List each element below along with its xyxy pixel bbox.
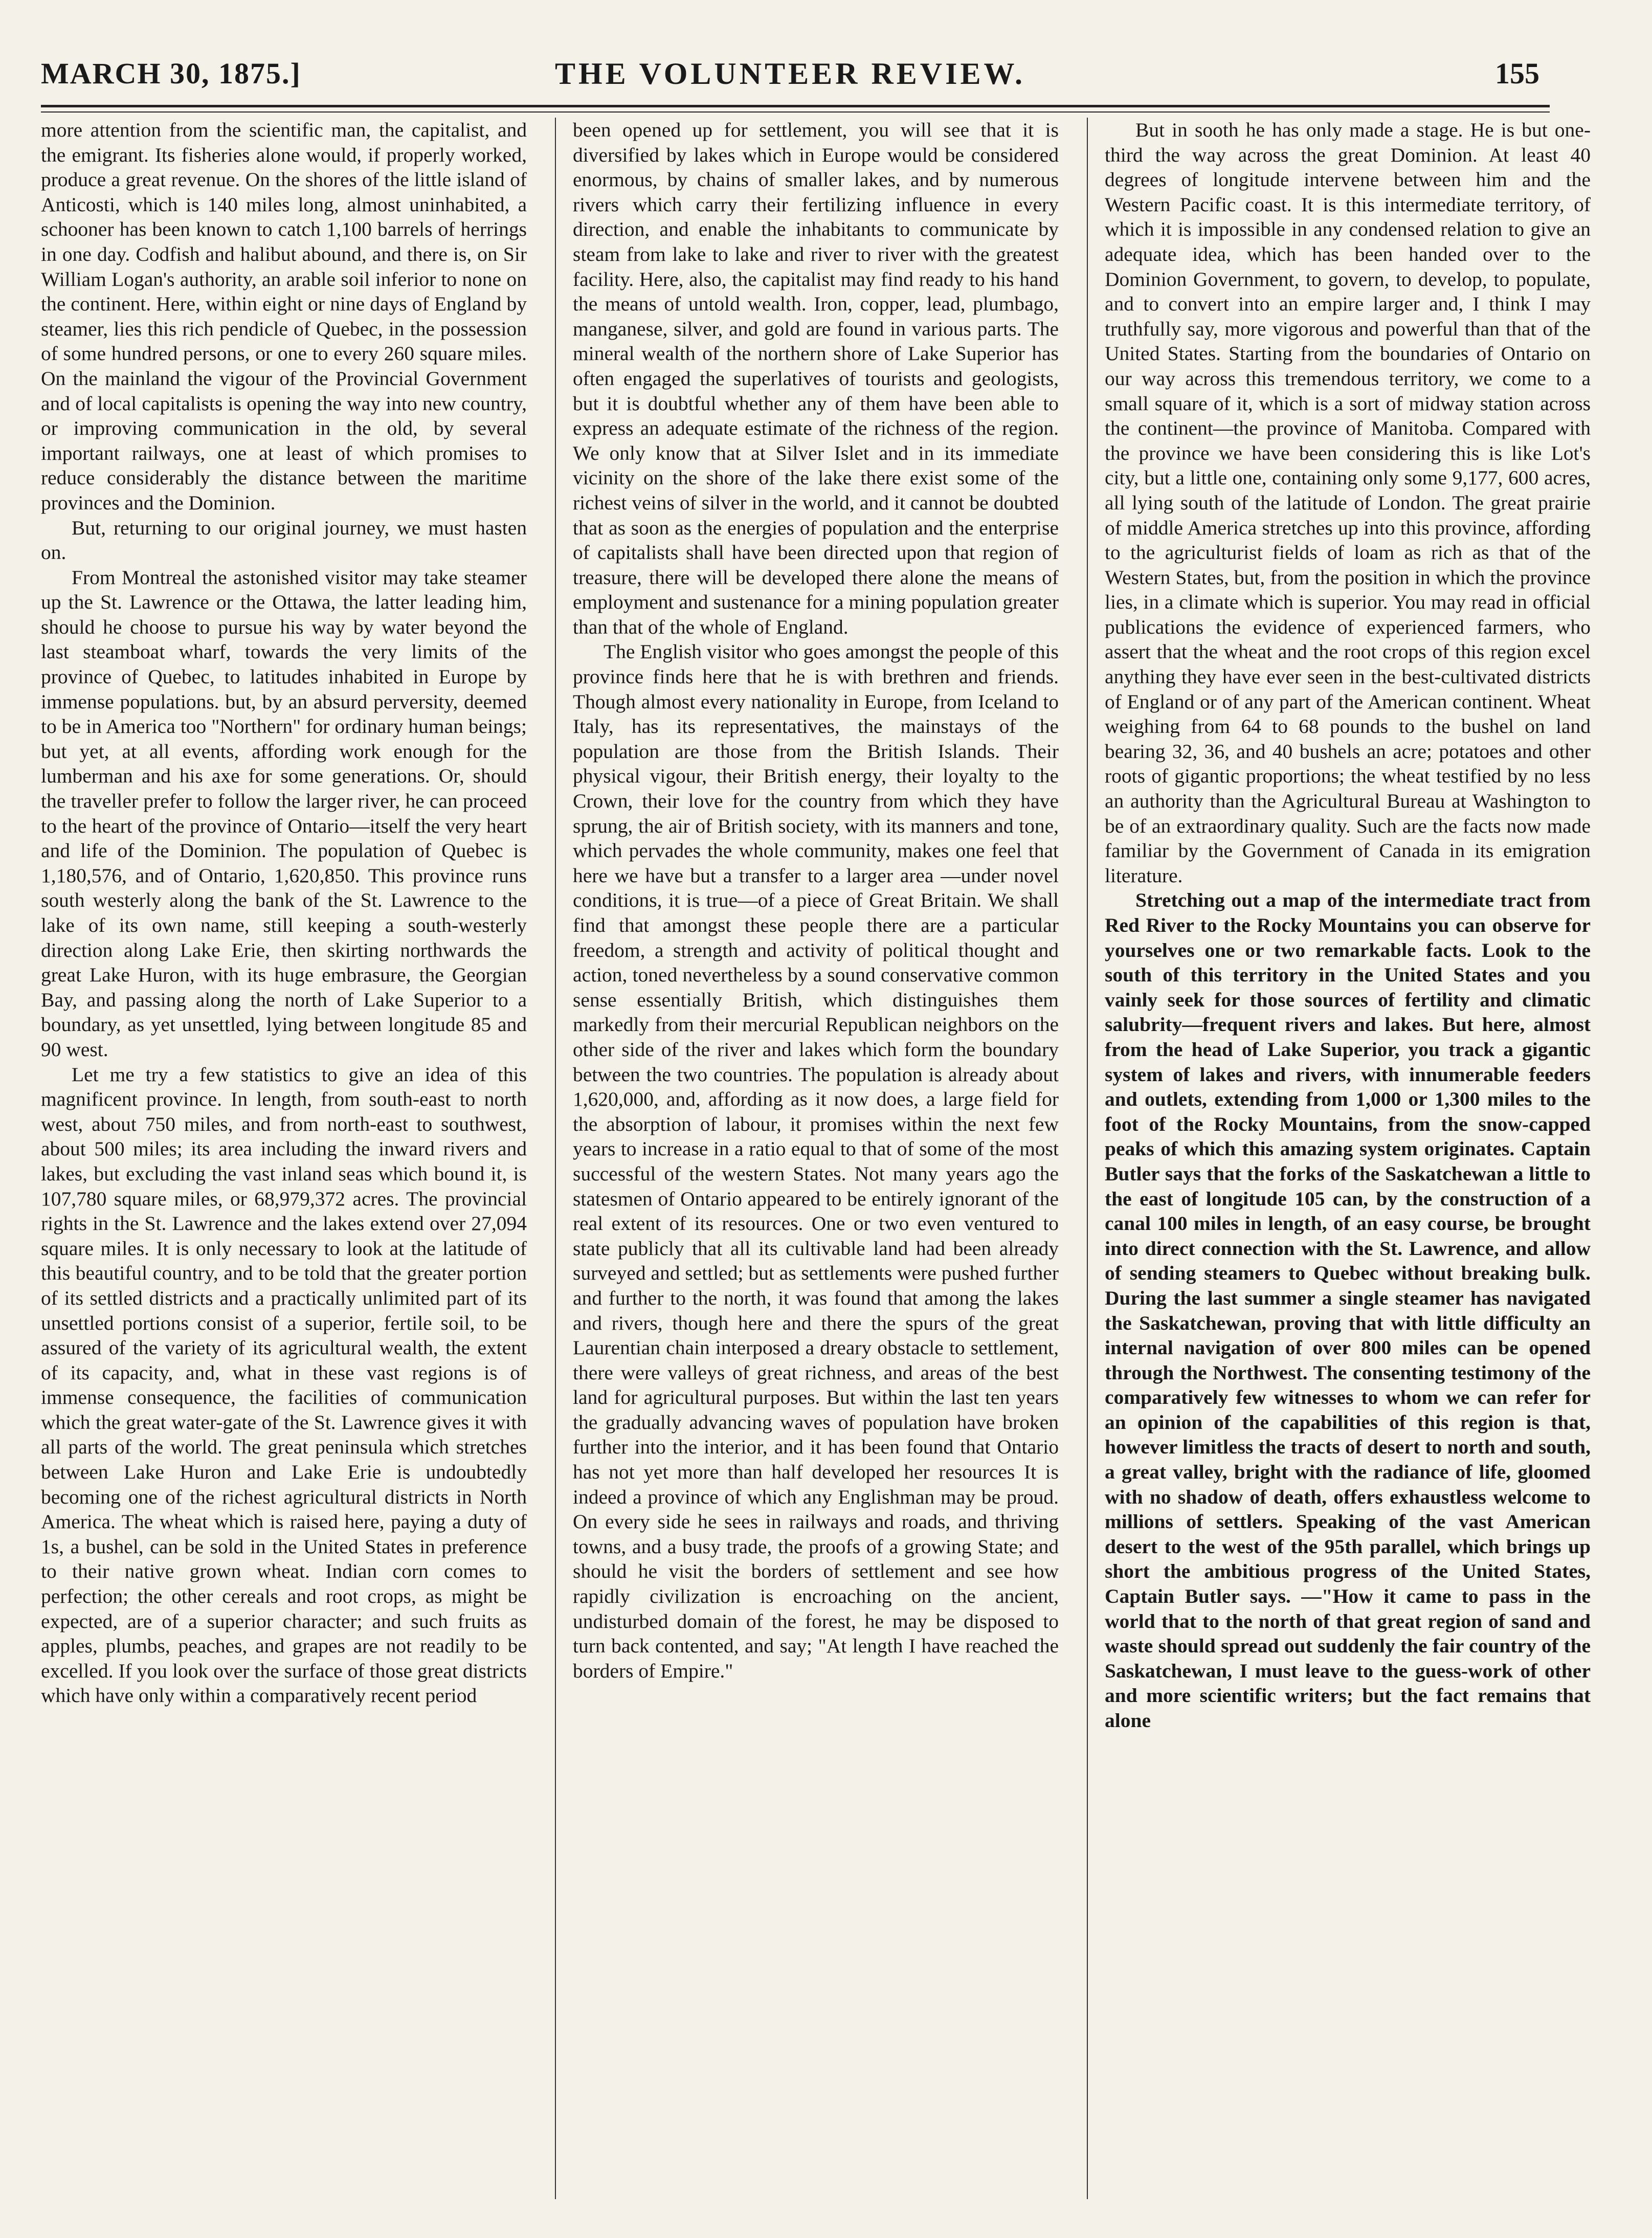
page-header (41, 56, 1539, 102)
page-number: 155 (1495, 57, 1539, 90)
issue-date: MARCH 30, 1875.] (41, 57, 301, 90)
paragraph: Stretching out a map of the intermediate tract from Red River to the Rocky Mountains you can observe for yourselves one or two remarkable facts. Look to the south of this territory in the United States and you vainly seek for those sources of fertility and climatic salubrity—frequent rivers and lakes. But here, almost from the head of Lake Superior, you track a gigantic system of lakes and rivers, with innumerable feeders and outlets, extending from 1,000 or 1,300 miles to the foot of the Rocky Mountains, from the snow-capped peaks of which this amazing system originates. Captain Butler says that the forks of the Saskatchewan a little to the east of longitude 105 can, by the construction of a canal 100 miles in length, of an easy course, be brought into direct connection with the St. Lawrence, and allow of sending steamers to Quebec without breaking bulk. During the last summer a single steamer has navigated the Saskatchewan, proving that with little difficulty an internal navigation of over 800 miles can be opened through the Northwest. The consenting testimony of the comparatively few witnesses to whom we can refer for an opinion of the capabilities of this region is that, however limitless the tracts of desert to north and south, a great valley, bright with the radiance of life, gloomed with no shadow of death, offers exhaustless welcome to millions of settlers. Speaking of the vast American desert to the west of the 95th parallel, which brings up short the ambitious progress of the United States, Captain Butler says. —"How it came to pass in the world that to the north of that great region of sand and waste should spread out suddenly the fair country of the Saskatchewan, I must leave to the guess-work of other and more scientific writers; but the fact remains that alone (1105, 889, 1591, 1732)
paragraph: But, returning to our original journey, we must hasten on. (41, 516, 527, 564)
paragraph: been opened up for settlement, you will see that it is diversified by lakes which in Europe would be considered enormous, by chains of smaller lakes, and by numerous rivers which carry their fertilizing influence in every direction, and enable the inhabitants to communicate by steam from lake to lake and river to river with the greatest facility. Here, also, the capitalist may find ready to his hand the means of untold wealth. Iron, copper, lead, plumbago, manganese, silver, and gold are found in various parts. The mineral wealth of the northern shore of Lake Superior has often engaged the superlatives of tourists and geologists, but it is doubtful whether any of them have been able to express an adequate estimate of the richness of the region. We only know that at Silver Islet and in its immediate vicinity on the shore of the lake there exist some of the richest veins of silver in the world, and it cannot be doubted that as soon as the energies of population and the enterprise of capitalists shall have been directed upon that region of treasure, there will be developed there alone the means of employment and sustenance for a mining population greater than that of the whole of England. (573, 119, 1059, 638)
paragraph: The English visitor who goes amongst the people of this province finds here that he is with brethren and friends. Though almost every nationality in Europe, from Iceland to Italy, has its representatives, the mainstays of the population are those from the British Islands. Their physical vigour, their British energy, their loyalty to the Crown, their love for the country from which they have sprung, the air of British society, with its manners and tone, which pervades the whole community, makes one feel that here we have but a transfer to a larger area —under novel conditions, it is true—of a piece of Great Britain. We shall find that amongst these people there are a particular freedom, a strength and activity of political thought and action, toned nevertheless by a sound conservative common sense essentially British, which distinguishes them markedly from their mercurial Republican neighbors on the other side of the river and lakes which form the boundary between the two countries. The population is already about 1,620,000, and, affording as it now does, a large field for the absorption of labour, it promises within the next few years to increase in a ratio equal to that of some of the most successful of the western States. Not many years ago the statesmen of Ontario appeared to be entirely ignorant of the real extent of its resources. One or two even ventured to state publicly that all its cultivable land had been already surveyed and settled; but as settlements were pushed further and further to the north, it was found that among the lakes and rivers, though here and there the spurs of the great Laurentian chain interposed a dreary obstacle to settlement, there were valleys of great richness, and areas of the best land for agricultural purposes. But within the last ten years the gradually advancing waves of population have broken further into the interior, and it has been found that Ontario has not yet more than half developed her resources It is indeed a province of which any Englishman may be proud. On every side he sees in railways and roads, and thriving towns, and a busy trade, the proofs of a growing State; and should he visit the borders of settlement and see how rapidly civilization is encroaching on the ancient, undisturbed domain of the forest, he may be disposed to turn back contented, and say; "At length I have reached the borders of Empire." (573, 640, 1059, 1682)
header-rule (41, 105, 1550, 113)
paragraph: more attention from the scientific man, the capitalist, and the emigrant. Its fisheries alone would, if properly worked, produce a great revenue. On the shores of the little island of Anticosti, which is 140 miles long, almost uninhabited, a schooner has been known to catch 1,100 barrels of herrings in one day. Codfish and halibut abound, and there is, on Sir William Logan's authority, an arable soil inferior to none on the continent. Here, within eight or nine days of England by steamer, lies this rich pendicle of Quebec, in the possession of some hundred persons, or one to every 260 square miles. On the mainland the vigour of the Provincial Government and of local capitalists is opening the way into new country, or improving communication in the old, by several important railways, one at least of which promises to reduce considerably the distance between the maritime provinces and the Dominion. (41, 119, 527, 514)
text-column-3 (1105, 118, 1591, 2204)
column-divider (1087, 118, 1088, 2199)
paragraph: But in sooth he has only made a stage. He is but one-third the way across the great Dominion. At least 40 degrees of longitude intervene between him and the Western Pacific coast. It is this intermediate territory, of which it is impossible in any condensed relation to give an adequate idea, which has been handed over to the Dominion Government, to govern, to develop, to populate, and to convert into an empire larger and, I think I may truthfully say, more vigorous and powerful than that of the United States. Starting from the boundaries of Ontario on our way across this tremendous territory, we come to a small square of it, which is a sort of midway station across the continent—the province of Manitoba. Compared with the province we have been considering this is like Lot's city, but a little one, containing only some 9,177, 600 acres, all lying south of the latitude of London. The great prairie of middle America stretches up into this province, affording to the agriculturist fields of loam as rich as that of the Western States, but, from the position in which the province lies, in a climate which is superior. You may read in official publications the evidence of experienced farmers, who assert that the wheat and the root crops of this region excel anything they have ever seen in the best-cultivated districts of England or of any part of the American continent. Wheat weighing from 64 to 68 pounds to the bushel on land bearing 32, 36, and 40 bushels an acre; potatoes and other roots of gigantic proportions; the wheat testified by no less an authority than the Agricultural Bureau at Washington to be of an extraordinary quality. Such are the facts now made familiar by the Government of Canada in its emigration literature. (1105, 119, 1591, 887)
paragraph: Let me try a few statistics to give an idea of this magnificent province. In length, from south-east to north west, about 750 miles, and from north-east to southwest, about 500 miles; its area including the inward rivers and lakes, but excluding the vast inland seas which bound it, is 107,780 square miles, or 68,979,372 acres. The provincial rights in the St. Lawrence and the lakes extend over 27,094 square miles. It is only necessary to look at the latitude of this beautiful country, and to be told that the greater portion of its settled districts and a practically unlimited part of its unsettled portions consist of a superior, fertile soil, to be assured of the variety of its agricultural wealth, the extent of its capacity, and, what in these vast regions is of immense consequence, the facilities of communication which the great water-gate of the St. Lawrence gives it with all parts of the world. The great peninsula which stretches between Lake Huron and Lake Erie is undoubtedly becoming one of the richest agricultural districts in North America. The wheat which is raised here, paying a duty of 1s, a bushel, can be sold in the United States in preference to their native grown wheat. Indian corn comes to perfection; the other cereals and root crops, as might be expected, are of a superior character; and such fruits as apples, plumbs, peaches, and grapes are not readily to be excelled. If you look over the surface of those great districts which have only within a comparatively recent period (41, 1063, 527, 1707)
text-column-1 (41, 118, 527, 2204)
paragraph: From Montreal the astonished visitor may take steamer up the St. Lawrence or the Ottawa, the latter leading him, should he choose to pursue his way by water beyond the last steamboat wharf, towards the very limits of the province of Quebec, to latitudes inhabited in Europe by immense populations. but, by an absurd perversity, deemed to be in America too "Northern" for ordinary human beings; but yet, at all events, affording work enough for the lumberman and his axe for some generations. Or, should the traveller prefer to follow the larger river, he can proceed to the heart of the province of Ontario—itself the very heart and life of the Dominion. The population of Quebec is 1,180,576, and of Ontario, 1,620,850. This province runs south westerly along the bank of the St. Lawrence to the lake of its own name, still keeping a south-westerly direction along Lake Erie, then skirting northwards the great Lake Huron, with its huge embrasure, the Georgian Bay, and passing along the north of Lake Superior to a boundary, as yet unsettled, lying between longitude 85 and 90 west. (41, 566, 527, 1061)
column-divider (555, 118, 556, 2199)
text-column-2 (573, 118, 1059, 2204)
publication-title: THE VOLUNTEER REVIEW. (554, 57, 1026, 91)
